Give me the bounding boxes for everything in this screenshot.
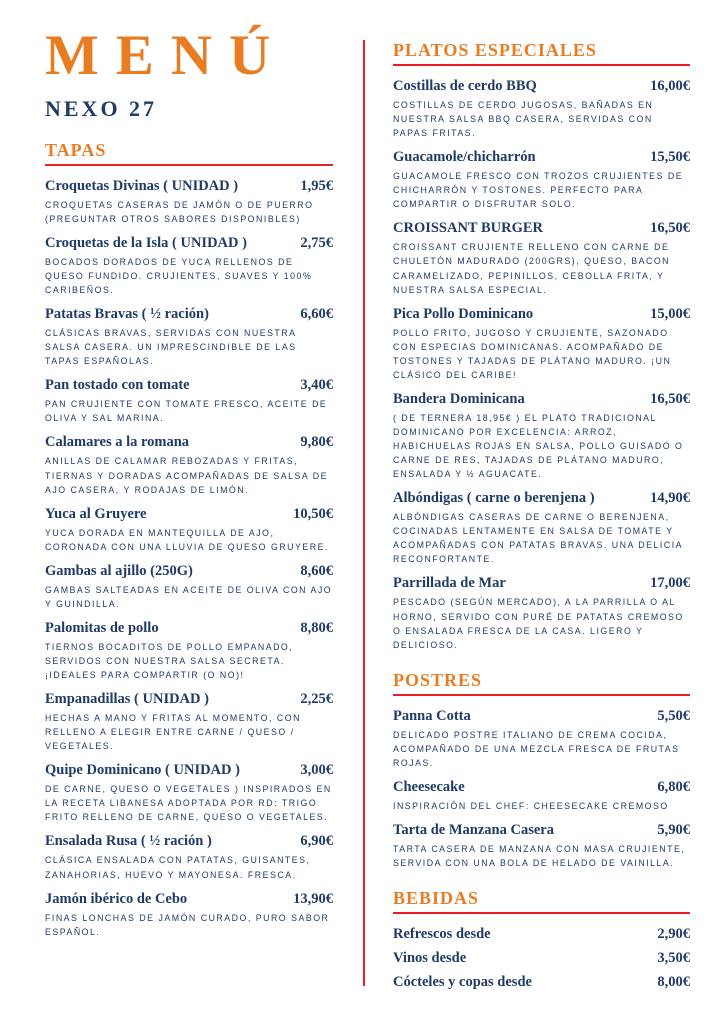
item-price: 9,80€ [300,434,333,451]
item-row [393,950,690,967]
section-postres [393,670,690,870]
section-heading-bebidas: BEBIDAS [393,888,480,909]
item-name: Gambas al ajillo (250G) [45,562,193,579]
item-description: ( DE TERNERA 18,95€ ) EL PLATO TRADICIONAL DOMINICANO POR EXCELENCIA: ARROZ, HABICHUELAS ROJAS EN SALSA, POLLO GUISADO O CARNE DE RES, TAJADAS DE PLÁTANO MADURO, ENSALADA Y ½ AGUACATE. [393,412,684,480]
item-description: COSTILLAS DE CERDO JUGOSAS, BAÑADAS EN NUESTRA SALSA BBQ CASERA, SERVIDAS CON PAPAS FRITAS. [393,100,654,139]
item-row [45,434,333,451]
item-price: 13,90€ [293,890,333,907]
item-row [45,691,333,708]
item-row [393,822,690,839]
item-price: 5,50€ [657,707,690,724]
item-row [45,620,333,637]
item-row [393,391,690,408]
item-price: 16,50€ [650,220,690,237]
item-name: Empanadillas ( UNIDAD ) [45,691,209,708]
section-underline [45,164,333,166]
section-underline [393,694,690,696]
item-row [45,178,333,195]
item-description: CROQUETAS CASERAS DE JAMÓN O DE PUERRO (PREGUNTAR OTROS SABORES DISPONIBLES) [45,199,314,224]
item-row [45,506,333,523]
item-price: 15,50€ [650,149,690,166]
item-name: Cócteles y copas desde [393,974,532,991]
column-divider-line [363,40,365,986]
item-name: Yuca al Gruyere [45,505,147,522]
item-price: 8,00€ [657,974,690,991]
item-name: Jamón ibérico de Cebo [45,890,188,907]
item-row [393,974,690,991]
item-description: BOCADOS DORADOS DE YUCA RELLENOS DE QUESO FUNDIDO. CRUJIENTES, SUAVES Y 100% CARIBEÑOS. [45,256,313,296]
item-row [393,306,690,323]
item-name: Parrillada de Mar [393,575,506,592]
item-description: PAN CRUJIENTE CON TOMATE FRESCO, ACEITE DE OLIVA Y SAL MARINA. [45,399,328,424]
menu-item [45,563,333,611]
item-price: 2,75€ [300,234,333,251]
item-name: CROISSANT BURGER [393,220,544,237]
menu-item [45,235,333,297]
section-underline [393,64,690,66]
item-price: 6,80€ [657,778,690,795]
item-row [45,563,333,580]
item-name: Costillas de cerdo BBQ [393,78,537,94]
item-name: Palomitas de pollo [45,619,159,636]
item-name: Bandera Dominicana [393,390,525,407]
item-price: 10,50€ [293,505,333,522]
menu-item [393,822,690,870]
item-name: Croquetas Divinas ( UNIDAD ) [45,177,239,194]
item-price: 6,60€ [300,306,333,323]
item-description: CLÁSICAS BRAVAS, SERVIDAS CON NUESTRA SALSA CASERA. UN IMPRESCINDIBLE DE LAS TAPAS ESPAÑOLAS. [45,328,297,367]
item-price: 15,00€ [650,305,690,322]
menu-item [45,891,333,939]
item-name: Panna Cotta [393,707,471,724]
item-name: Refrescos desde [393,926,491,943]
item-row [393,149,690,166]
item-price: 3,40€ [300,377,333,394]
menu-item [393,490,690,566]
menu-item [45,620,333,682]
item-row [45,891,333,908]
menu-item [45,506,333,554]
item-description: TIERNOS BOCADITOS DE POLLO EMPANADO, SERVIDOS CON NUESTRA SALSA SECRETA. ¡IDEALES PARA COMPARTIR (O NO)! [45,641,294,681]
item-row [393,708,690,725]
item-description: POLLO FRITO, JUGOSO Y CRUJIENTE, SAZONADO CON ESPECIAS DOMINICANAS. ACOMPAÑADO DE TOSTONES Y TAJADAS DE PLÁTANO MADURO. ¡UN CLÁSICO DEL CARIBE! [393,327,672,380]
menu-item [393,575,690,651]
item-description: GAMBAS SALTEADAS EN ACEITE DE OLIVA CON AJO Y GUINDILLA. [45,584,333,609]
menu-item [393,220,690,296]
item-row [393,78,690,95]
item-description: ALBÓNDIGAS CASERAS DE CARNE O BERENJENA, COCINADAS LENTAMENTE EN SALSA DE TOMATE Y ACOMPAÑADAS CON PATATAS BRAVAS. UNA DELICIA RECONFORTANTE. [393,512,683,565]
item-row [45,306,333,323]
menu-item [393,950,690,967]
item-row [393,490,690,507]
section-heading-postres: POSTRES [393,669,483,690]
item-row [393,926,690,943]
menu-item [393,974,690,991]
item-name: Quipe Dominicano ( UNIDAD ) [45,762,240,779]
menu-item [45,377,333,425]
item-name: Vinos desde [393,950,467,967]
section-platos-especiales [393,40,690,652]
section-tapas [45,140,333,939]
item-row [45,833,333,850]
menu-item [393,779,690,813]
item-name: Guacamole/chicharrón [393,149,536,166]
menu-item [393,149,690,211]
item-name: Croquetas de la Isla ( UNIDAD ) [45,234,247,251]
menu-item [393,306,690,382]
item-price: 16,00€ [650,78,690,94]
item-description: PESCADO (SEGÚN MERCADO), A LA PARRILLA O AL HORNO, SERVIDO CON PURÉ DE PATATAS CREMOSO O ENSALADA FRESCA DE LA CASA. LIGERO Y DELICIOSO. [393,597,684,650]
menu-item [45,762,333,824]
item-price: 14,90€ [650,490,690,507]
item-name: Cheesecake [393,778,465,795]
item-price: 1,95€ [300,177,333,194]
restaurant-name: NEXO 27 [45,95,158,121]
item-name: Calamares a la romana [45,434,190,451]
item-description: GUACAMOLE FRESCO CON TROZOS CRUJIENTES DE CHICHARRÓN Y TOSTONES. PERFECTO PARA COMPARTIR O DISFRUTAR SOLO. [393,171,684,210]
item-name: Ensalada Rusa ( ½ ración ) [45,833,212,850]
item-name: Pica Pollo Dominicano [393,305,534,322]
item-name: Patatas Bravas ( ½ ración) [45,306,209,323]
item-price: 17,00€ [650,575,690,592]
menu-item [45,833,333,881]
item-description: INSPIRACIÓN DEL CHEF: CHEESECAKE CREMOSO [393,800,669,811]
item-price: 8,80€ [300,619,333,636]
item-row [393,779,690,796]
menu-item [393,391,690,481]
item-price: 3,00€ [300,762,333,779]
item-description: CLÁSICA ENSALADA CON PATATAS, GUISANTES, ZANAHORIAS, HUEVO Y MAYONESA. FRESCA. [45,855,311,880]
item-price: 8,60€ [300,562,333,579]
item-name: Pan tostado con tomate [45,377,190,394]
menu-item [45,178,333,226]
item-name: Albóndigas ( carne o berenjena ) [393,490,595,507]
menu-item [393,78,690,140]
item-description: FINAS LONCHAS DE JAMÓN CURADO, PURO SABOR ESPAÑOL. [45,912,330,937]
item-description: TARTA CASERA DE MANZANA CON MASA CRUJIENTE, SERVIDA CON UNA BOLA DE HELADO DE VAINILLA. [393,843,686,868]
section-heading-tapas: TAPAS [45,139,107,160]
right-column [393,26,690,1006]
item-description: YUCA DORADA EN MANTEQUILLA DE AJO, CORONADA CON UNA LLUVIA DE QUESO GRUYERE. [45,527,329,552]
item-price: 3,50€ [657,950,690,967]
section-bebidas [393,888,690,991]
item-description: HECHAS A MANO Y FRITAS AL MOMENTO, CON RELLENO A ELEGIR ENTRE CARNE / QUESO / VEGETALES. [45,713,301,752]
item-price: 2,25€ [300,691,333,708]
item-description: CROISSANT CRUJIENTE RELLENO CON CARNE DE CHULETÓN MADURADO (200GRS), QUESO, BACON CARAMELIZADO, PEPINILLOS, CEBOLLA FRITA, Y NUESTRA SALSA ESPECIAL. [393,242,671,295]
item-description: DELICADO POSTRE ITALIANO DE CREMA COCIDA, ACOMPAÑADO DE UNA MEZCLA FRESCA DE FRUTAS ROJAS. [393,729,680,768]
item-price: 16,50€ [650,390,690,407]
menu-item [45,434,333,496]
menu-item [45,306,333,368]
menu-item [393,708,690,770]
item-price: 5,90€ [657,821,690,838]
page-title: MENÚ [45,24,288,87]
item-price: 6,90€ [300,833,333,850]
menu-item [45,691,333,753]
item-row [393,575,690,592]
item-row [45,762,333,779]
item-description: DE CARNE, QUESO O VEGETALES ) INSPIRADOS EN LA RECETA LIBANESA ADOPTADA POR RD: TRIGO FRITO RELLENO DE CARNE, QUESO O VEGETALES. [45,784,332,823]
left-column [45,26,333,1006]
item-row [45,377,333,394]
menu-item [393,926,690,943]
section-underline [393,912,690,914]
item-name: Tarta de Manzana Casera [393,821,554,838]
item-description: ANILLAS DE CALAMAR REBOZADAS Y FRITAS, TIERNAS Y DORADAS ACOMPAÑADAS DE SALSA DE AJO CASERA, Y RODAJAS DE LIMÓN. [45,456,328,495]
item-row [45,235,333,252]
section-heading-platos: PLATOS ESPECIALES [393,40,597,60]
item-price: 2,90€ [657,926,690,943]
item-row [393,220,690,237]
